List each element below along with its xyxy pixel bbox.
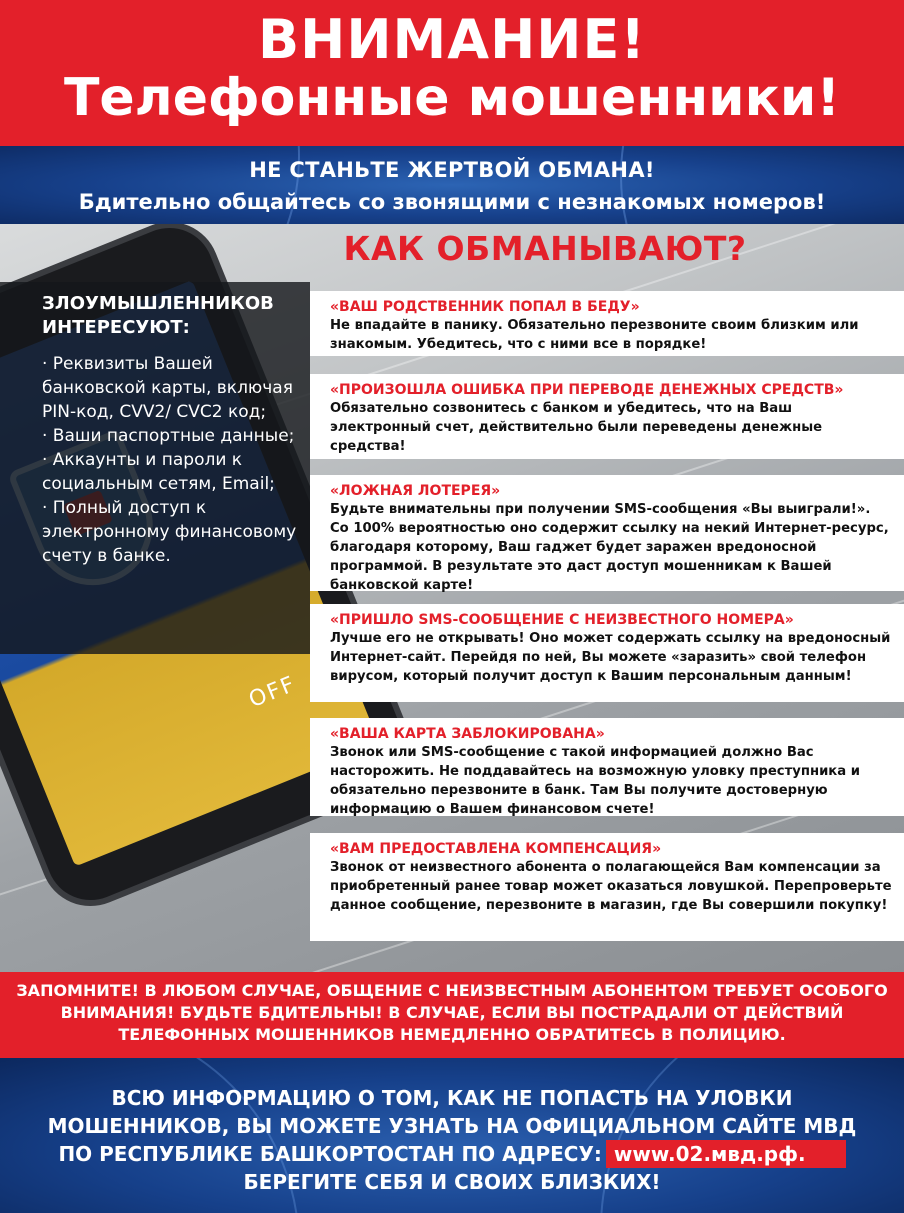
reminder-lead: ЗАПОМНИТЕ!	[16, 981, 139, 1000]
scheme-card	[310, 718, 904, 816]
scheme-text: Звонок или SMS-сообщение с такой информацией должно Вас насторожить. Не поддавайтесь на возможную уловку преступника и обязательно перезвоните в банк. Там Вы получите достоверную информацию о Вашем финансовом счете!	[330, 745, 860, 817]
list-item: · Полный доступ к электронному финансовому счету в банке.	[42, 498, 297, 566]
warning-band	[0, 146, 904, 224]
footer-banner	[0, 1058, 904, 1213]
scheme-card	[310, 291, 904, 356]
scheme-text: Не впадайте в панику. Обязательно перезвоните своим близким или знакомым. Убедитесь, что с ними все в порядке!	[330, 318, 859, 352]
website-link[interactable]: www.02.мвд.рф.	[606, 1140, 846, 1168]
scheme-title: «ПРОИЗОШЛА ОШИБКА ПРИ ПЕРЕВОДЕ ДЕНЕЖНЫХ СРЕДСТВ»	[330, 382, 844, 398]
warning-line-2: Бдительно общайтесь со звонящими с незнакомых номеров!	[78, 190, 826, 214]
scheme-title: «ПРИШЛО SMS-СООБЩЕНИЕ С НЕИЗВЕСТНОГО НОМЕРА»	[330, 612, 794, 628]
sidebar-heading-line-1: ЗЛОУМЫШЛЕННИКОВ	[42, 293, 274, 314]
scheme-title: «ВАШ РОДСТВЕННИК ПОПАЛ В БЕДУ»	[330, 299, 640, 315]
header-title: ВНИМАНИЕ!	[258, 8, 646, 71]
scheme-title: «ЛОЖНАЯ ЛОТЕРЕЯ»	[330, 483, 501, 499]
scheme-card	[310, 604, 904, 702]
scheme-text: Будьте внимательны при получении SMS-сообщения «Вы выиграли!». Со 100% вероятностью оно содержит ссылку на некий Интернет-ресурс, благодаря которому, Ваш гаджет будет заражен вредоносной программой. В результате это даст доступ мошенникам к Вашей банковской карте!	[330, 502, 889, 593]
sidebar-list	[42, 352, 310, 568]
scheme-text: Звонок от неизвестного абонента о полагающейся Вам компенсации за приобретенный ранее товар может оказаться ловушкой. Перепроверьте данное сообщение, перезвоните в магазин, где Вы совершили покупку!	[330, 860, 892, 913]
scheme-text: Лучше его не открывать! Оно может содержать ссылку на вредоносный Интернет-сайт. Перейдя по ней, Вы можете «заразить» свой телефон вирусом, который получит доступ к Вашим персональным данным!	[330, 631, 891, 684]
scheme-title: «ВАША КАРТА ЗАБЛОКИРОВАНА»	[330, 726, 605, 742]
sidebar-heading	[42, 292, 310, 340]
list-item: · Реквизиты Вашей банковской карты, включая PIN-код, CVV2/ CVC2 код;	[42, 354, 293, 422]
reminder-text: В ЛЮБОМ СЛУЧАЕ, ОБЩЕНИЕ С НЕИЗВЕСТНЫМ АБОНЕНТОМ ТРЕБУЕТ ОСОБОГО ВНИМАНИЯ! БУДЬТЕ БДИТЕЛЬНЫ! В СЛУЧАЕ, ЕСЛИ ВЫ ПОСТРАДАЛИ ОТ ДЕЙСТВИЙ ТЕЛЕФОННЫХ МОШЕННИКОВ НЕМЕДЛЕННО ОБРАТИТЕСЬ В ПОЛИЦИЮ.	[60, 981, 888, 1044]
reminder-banner	[0, 972, 904, 1058]
header-banner	[0, 0, 904, 146]
scheme-text: Обязательно созвонитесь с банком и убедитесь, что на Ваш электронный счет, действительно были переведены денежные средства!	[330, 401, 823, 454]
scheme-card	[310, 374, 904, 459]
section-title: КАК ОБМАНЫВАЮТ?	[343, 229, 747, 268]
sidebar-heading-line-2: ИНТЕРЕСУЮТ:	[42, 317, 190, 338]
scheme-card	[310, 475, 904, 591]
footer-line-4: БЕРЕГИТЕ СЕБЯ И СВОИХ БЛИЗКИХ!	[243, 1170, 661, 1194]
footer-line-1: ВСЮ ИНФОРМАЦИЮ О ТОМ, КАК НЕ ПОПАСТЬ НА УЛОВКИ	[111, 1086, 793, 1110]
scheme-card	[310, 833, 904, 941]
off-label: OFF	[245, 671, 301, 714]
scheme-title: «ВАМ ПРЕДОСТАВЛЕНА КОМПЕНСАЦИЯ»	[330, 841, 662, 857]
footer-line-3-text: ПО РЕСПУБЛИКЕ БАШКОРТОСТАН ПО АДРЕСУ:	[58, 1142, 602, 1166]
list-item: · Ваши паспортные данные;	[42, 426, 295, 446]
sidebar-box	[0, 282, 310, 654]
warning-line-1: НЕ СТАНЬТЕ ЖЕРТВОЙ ОБМАНА!	[249, 158, 655, 182]
footer-line-2: МОШЕННИКОВ, ВЫ МОЖЕТЕ УЗНАТЬ НА ОФИЦИАЛЬНОМ САЙТЕ МВД	[47, 1114, 857, 1138]
footer-line-3	[0, 1140, 904, 1168]
list-item: · Аккаунты и пароли к социальным сетям, Email;	[42, 450, 275, 494]
header-subtitle: Телефонные мошенники!	[63, 68, 841, 128]
